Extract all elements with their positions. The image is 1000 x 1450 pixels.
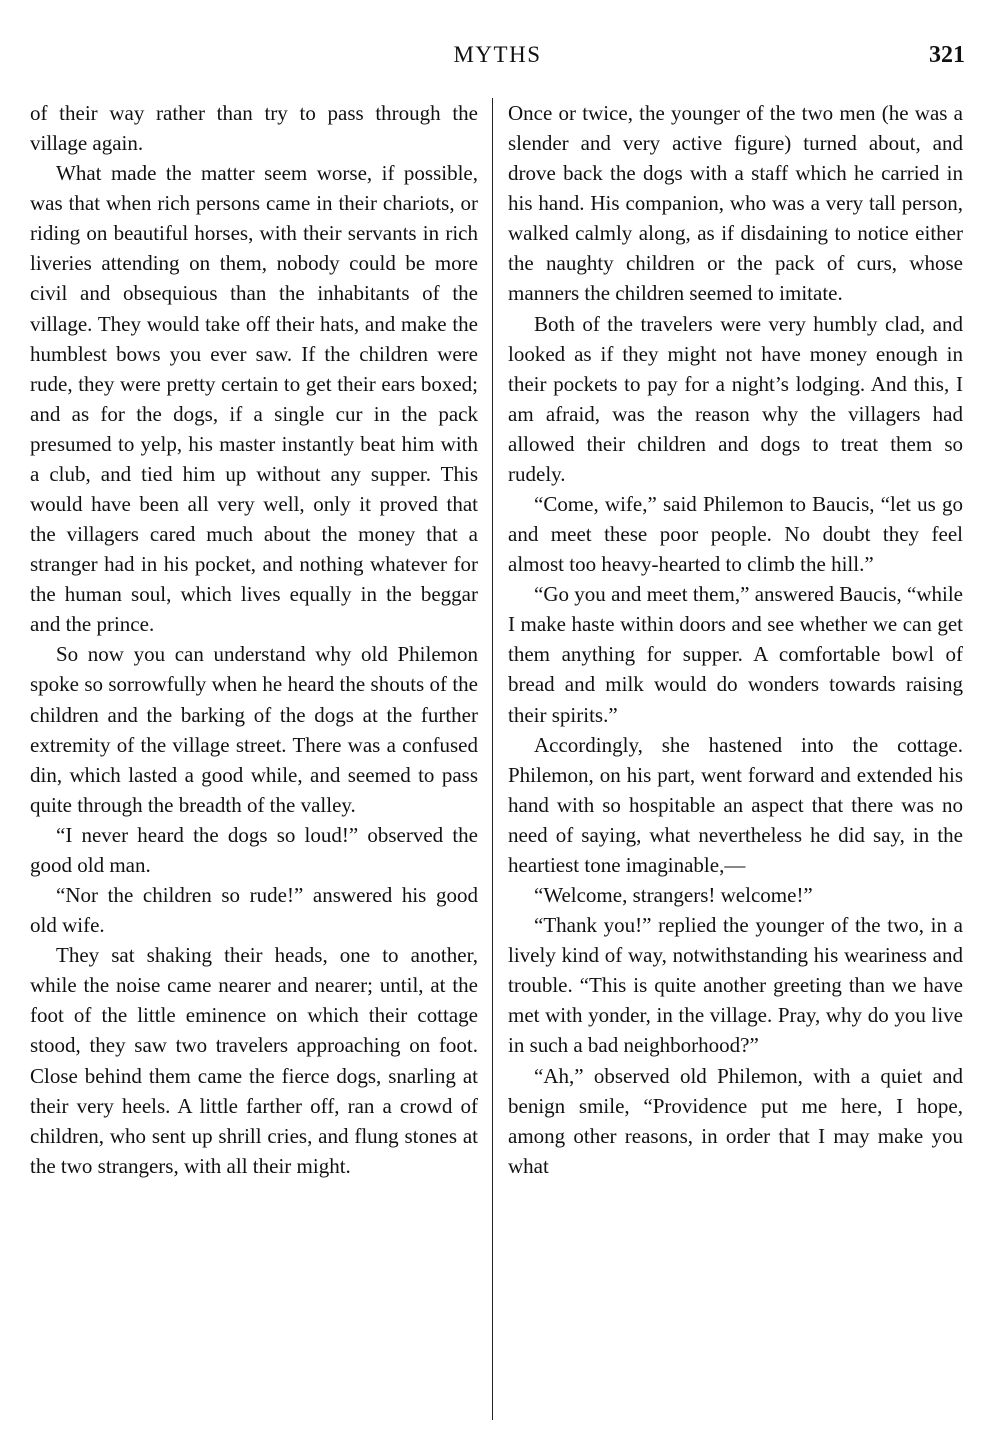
right-column (508, 98, 963, 1181)
paragraph: Once or twice, the younger of the two men (he was a slender and very active figure) turned about, and drove back the dogs with a staff which he carried in his hand. His companion, who was a very tall person, walked calmly along, as if disdaining to notice either the naughty children or the pack of curs, whose manners the children seemed to imitate. (508, 101, 963, 306)
paragraph: Both of the travelers were very humbly clad, and looked as if they might not have money enough in their pockets to pay for a night’s lodging. And this, I am afraid, was the reason why the villagers had allowed their children and dogs to treat them so rudely. (508, 311, 963, 486)
running-header (30, 42, 965, 74)
paragraph: of their way rather than try to pass through the village again. (30, 101, 478, 156)
paragraph: Accordingly, she hastened into the cottage. Philemon, on his part, went forward and extended his hand with so hospitable an aspect that there was no need of saying, what nevertheless he did say, in the heartiest tone imaginable,— (508, 732, 963, 877)
page-number: 321 (929, 42, 965, 68)
paragraph: “I never heard the dogs so loud!” observed the good old man. (30, 822, 478, 877)
paragraph: “Come, wife,” said Philemon to Baucis, “let us go and meet these poor people. No doubt they feel almost too heavy-hearted to climb the hill.” (508, 492, 963, 577)
column-divider (492, 98, 493, 1420)
paragraph: “Thank you!” replied the younger of the two, in a lively kind of way, notwithstanding his weariness and trouble. “This is quite another greeting than we have met with yonder, in the village. Pray, why do you live in such a bad neighborhood?” (508, 913, 963, 1058)
running-title: MYTHS (453, 42, 542, 67)
paragraph: So now you can understand why old Philemon spoke so sorrowfully when he heard the shouts of the children and the barking of the dogs at the further extremity of the village street. There was a confused din, which lasted a good while, and seemed to pass quite through the breadth of the valley. (30, 642, 478, 817)
paragraph: “Welcome, strangers! welcome!” (534, 883, 813, 908)
paragraph: “Nor the children so rude!” answered his good old wife. (30, 883, 478, 938)
paragraph: What made the matter seem worse, if possible, was that when rich persons came in their chariots, or riding on beautiful horses, with their servants in rich liveries attending on them, nobody could be more civil and obsequious than the inhabitants of the village. They would take off their hats, and make the humblest bows you ever saw. If the children were rude, they were pretty certain to get their ears boxed; and as for the dogs, if a single cur in the pack presumed to yelp, his master instantly beat him with a club, and tied him up without any supper. This would have been all very well, only it proved that the villagers cared much about the money that a stranger had in his pocket, and nothing whatever for the human soul, which lives equally in the beggar and the prince. (30, 161, 478, 637)
paragraph: “Ah,” observed old Philemon, with a quiet and benign smile, “Providence put me here, I hope, among other reasons, in order that I may make you what (508, 1063, 963, 1178)
left-column (30, 98, 478, 1181)
paragraph: They sat shaking their heads, one to another, while the noise came nearer and nearer; until, at the foot of the little eminence on which their cottage stood, they saw two travelers approaching on foot. Close behind them came the fierce dogs, snarling at their very heels. A little farther off, ran a crowd of children, who sent up shrill cries, and flung stones at the two strangers, with all their might. (30, 943, 478, 1178)
paragraph: “Go you and meet them,” answered Baucis, “while I make haste within doors and see whether we can get them anything for supper. A comfortable bowl of bread and milk would do wonders towards raising their spirits.” (508, 582, 963, 727)
